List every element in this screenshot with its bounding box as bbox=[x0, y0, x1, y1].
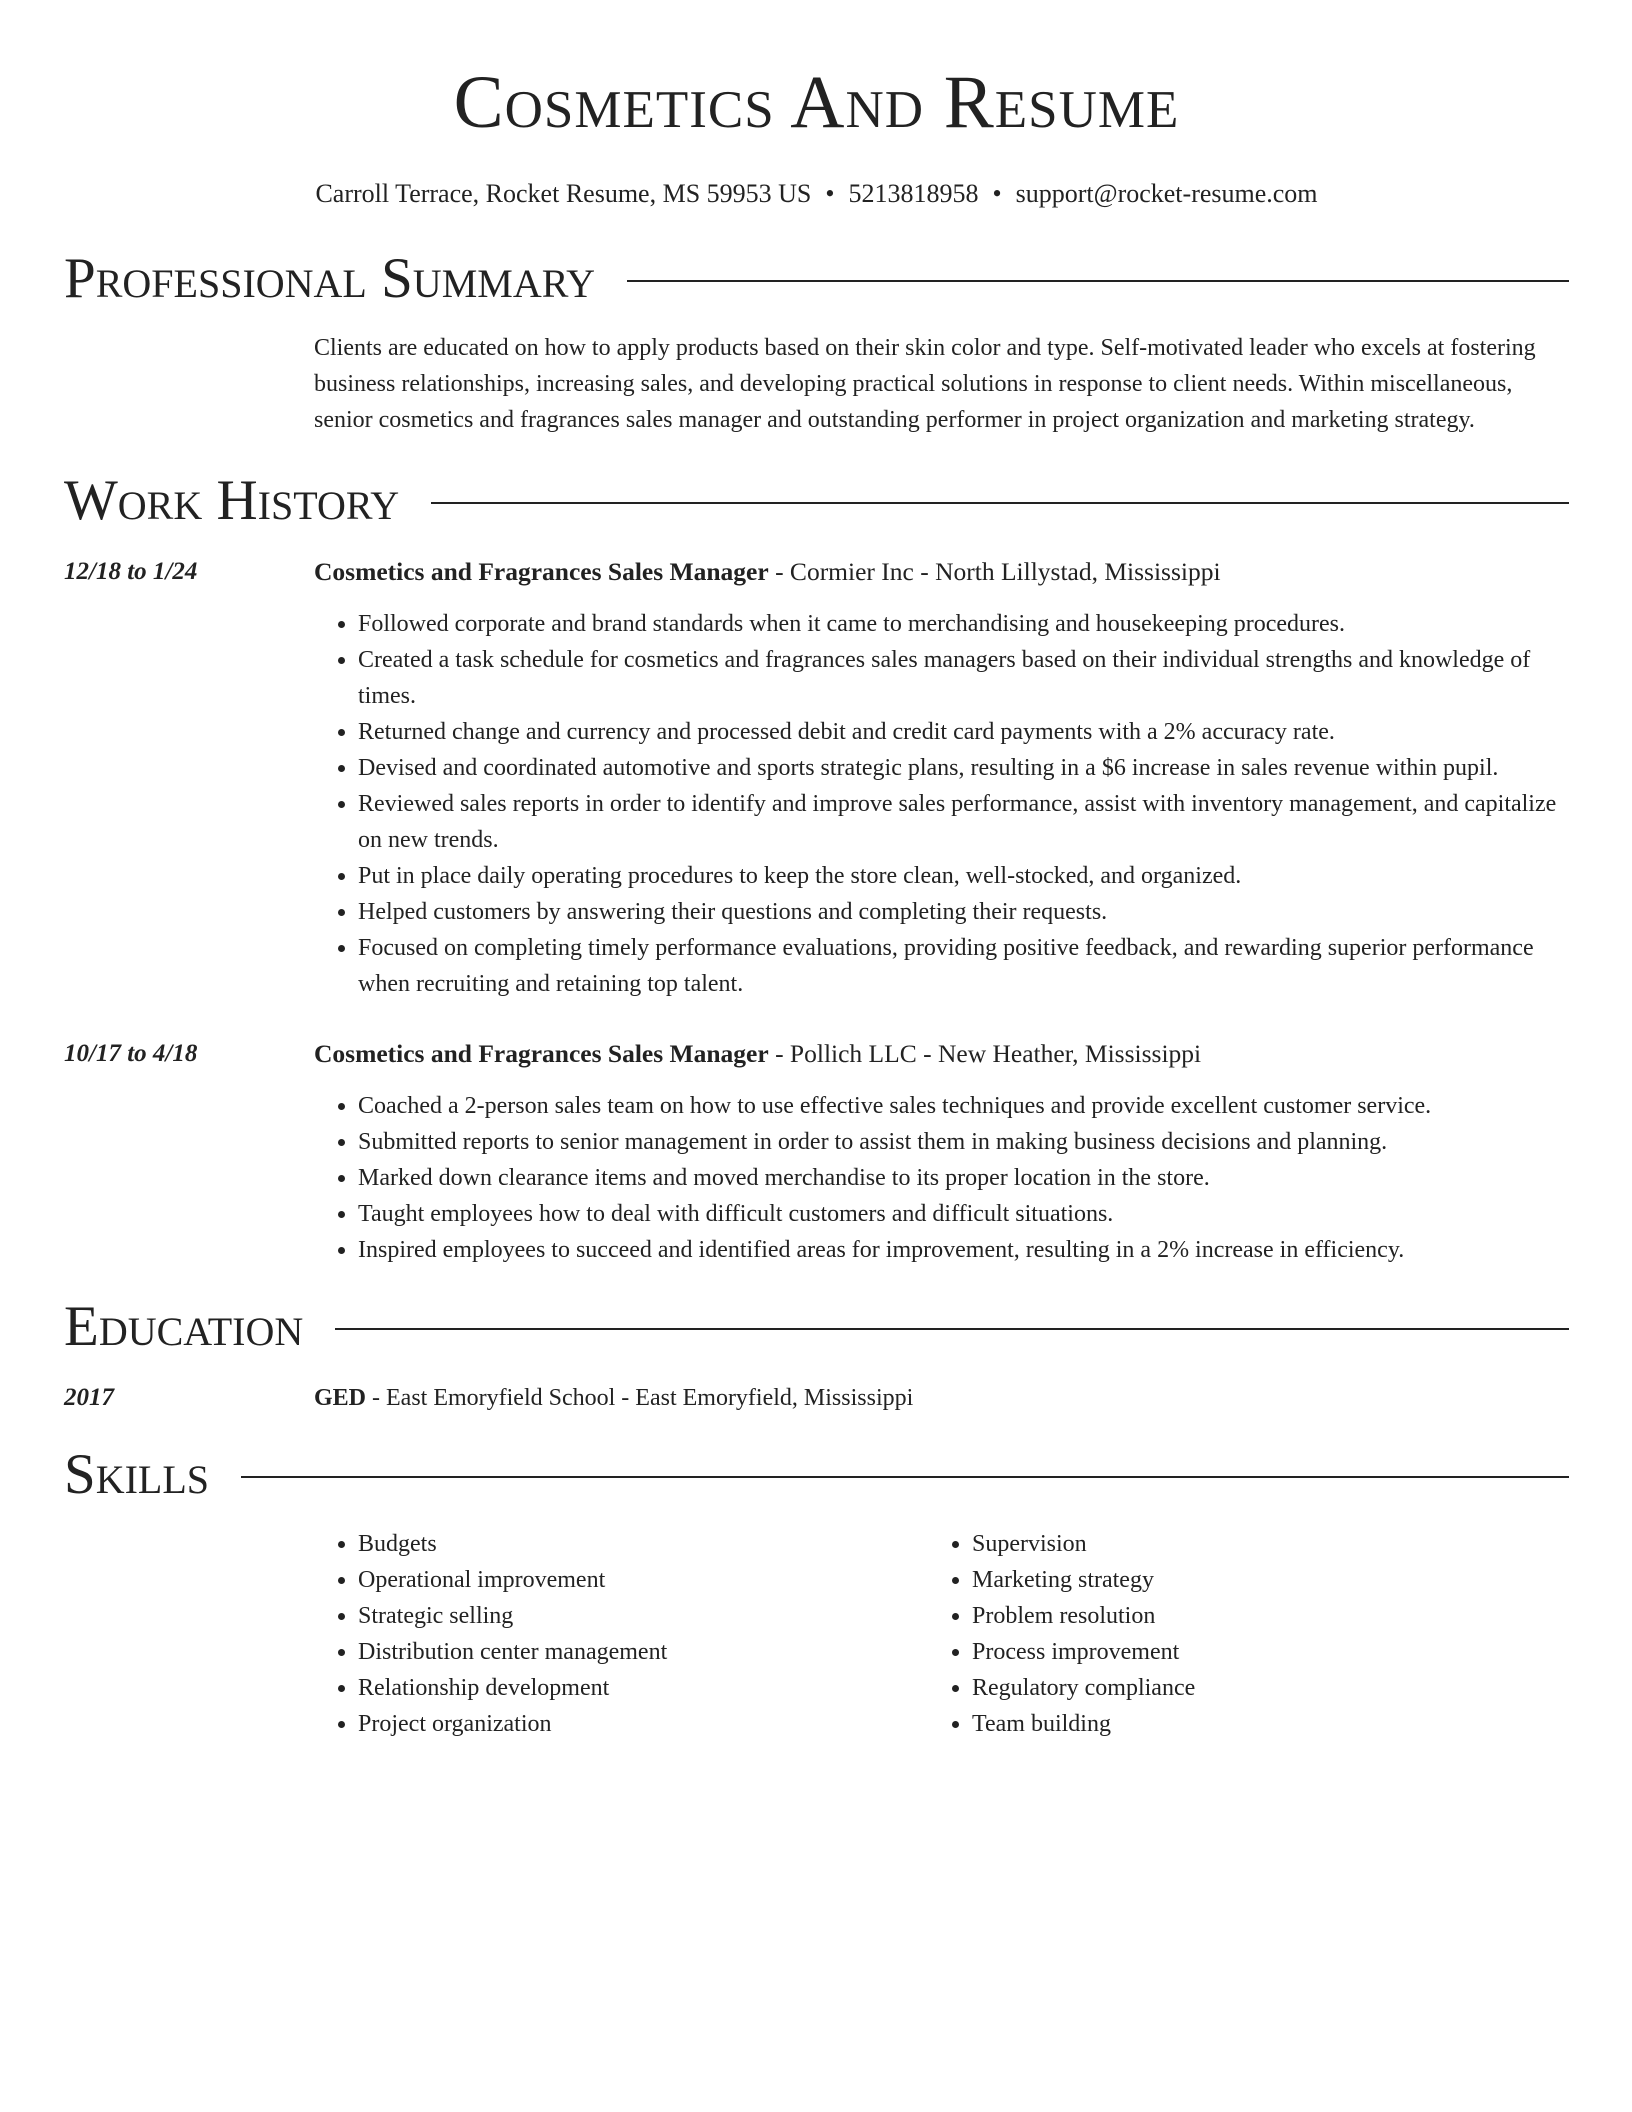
skills-section-header bbox=[64, 1440, 1569, 1510]
skill-item: • Marketing strategy bbox=[972, 1562, 1542, 1598]
section-divider bbox=[335, 1328, 1569, 1330]
skill-item: • Relationship development bbox=[358, 1670, 928, 1706]
job-title: Cosmetics and Fragrances Sales Manager bbox=[314, 557, 769, 586]
skill-item: • Project organization bbox=[358, 1706, 928, 1742]
skill-item: • Regulatory compliance bbox=[972, 1670, 1542, 1706]
education-row bbox=[64, 1380, 1569, 1416]
skills-columns bbox=[314, 1526, 1542, 1742]
skill-item: • Operational improvement bbox=[358, 1562, 928, 1598]
job-bullet: • Reviewed sales reports in order to identify and improve sales performance, assist with inventory management, and capitalize on new trends. bbox=[358, 786, 1569, 858]
job-bullet: • Put in place daily operating procedures to keep the store clean, well-stocked, and organized. bbox=[358, 858, 1569, 894]
job-bullet: • Followed corporate and brand standards when it came to merchandising and housekeeping procedures. bbox=[358, 606, 1569, 642]
job-bullets bbox=[314, 606, 1569, 1002]
education-heading: Education bbox=[64, 1295, 304, 1358]
job-body bbox=[314, 554, 1569, 1002]
contact-line bbox=[64, 176, 1569, 212]
job-title: Cosmetics and Fragrances Sales Manager bbox=[314, 1039, 769, 1068]
job-employer-location: - Pollich LLC - New Heather, Mississippi bbox=[768, 1039, 1202, 1068]
job-dates: 10/17 to 4/18 bbox=[64, 1040, 198, 1067]
skill-item: • Distribution center management bbox=[358, 1634, 928, 1670]
job-entry bbox=[64, 554, 1569, 1002]
work-section-header bbox=[64, 466, 1569, 536]
job-list bbox=[64, 554, 1569, 1268]
job-bullet: • Focused on completing timely performance evaluations, providing positive feedback, and rewarding superior performance when recruiting and retaining top talent. bbox=[358, 930, 1569, 1002]
job-title-line bbox=[314, 1036, 1569, 1072]
contact-phone: 5213818958 bbox=[848, 179, 979, 208]
section-divider bbox=[627, 280, 1569, 282]
contact-email: support@rocket-resume.com bbox=[1015, 179, 1318, 208]
job-bullet: • Inspired employees to succeed and identified areas for improvement, resulting in a 2% increase in efficiency. bbox=[358, 1232, 1569, 1268]
resume-name: Cosmetics And Resume bbox=[453, 61, 1180, 144]
skills-row bbox=[64, 1510, 1569, 1742]
job-bullet: • Devised and coordinated automotive and sports strategic plans, resulting in a $6 increase in sales revenue within pupil. bbox=[358, 750, 1569, 786]
education-degree: GED bbox=[314, 1385, 367, 1411]
summary-heading: Professional Summary bbox=[64, 247, 596, 310]
job-bullet: • Helped customers by answering their questions and completing their requests. bbox=[358, 894, 1569, 930]
skill-item: • Strategic selling bbox=[358, 1598, 928, 1634]
summary-spacer bbox=[64, 330, 314, 438]
job-dates: 12/18 to 1/24 bbox=[64, 558, 198, 585]
job-body bbox=[314, 1036, 1569, 1268]
education-year: 2017 bbox=[64, 1384, 114, 1411]
summary-row bbox=[64, 330, 1569, 438]
job-bullets bbox=[314, 1088, 1569, 1268]
summary-text: Clients are educated on how to apply products based on their skin color and type. Self-motivated leader who excels at fostering business relationships, increasing sales, and developing practical solutions in response to client needs. Within miscellaneous, senior cosmetics and fragrances sales manager and outstanding performer in project organization and marketing strategy. bbox=[314, 335, 1536, 433]
job-bullet: • Coached a 2-person sales team on how to use effective sales techniques and provide excellent customer service. bbox=[358, 1088, 1569, 1124]
job-entry bbox=[64, 1036, 1569, 1268]
work-heading: Work History bbox=[64, 469, 400, 532]
skills-spacer bbox=[64, 1510, 314, 1742]
contact-address: Carroll Terrace, Rocket Resume, MS 59953 US bbox=[315, 179, 812, 208]
job-bullet: • Taught employees how to deal with difficult customers and difficult situations. bbox=[358, 1196, 1569, 1232]
skill-item: • Supervision bbox=[972, 1526, 1542, 1562]
section-divider bbox=[431, 502, 1569, 504]
skills-column-right bbox=[928, 1526, 1542, 1742]
skills-heading: Skills bbox=[64, 1443, 210, 1506]
education-entry bbox=[314, 1380, 1569, 1416]
job-bullet: • Created a task schedule for cosmetics and fragrances sales managers based on their individual strengths and knowledge of times. bbox=[358, 642, 1569, 714]
contact-separator: • bbox=[992, 179, 1002, 208]
skill-item: • Team building bbox=[972, 1706, 1542, 1742]
job-bullet: • Returned change and currency and processed debit and credit card payments with a 2% accuracy rate. bbox=[358, 714, 1569, 750]
job-bullet: • Marked down clearance items and moved merchandise to its proper location in the store. bbox=[358, 1160, 1569, 1196]
summary-section-header bbox=[64, 244, 1569, 314]
job-title-line bbox=[314, 554, 1569, 590]
contact-separator: • bbox=[825, 179, 835, 208]
education-section-header bbox=[64, 1292, 1569, 1362]
job-employer-location: - Cormier Inc - North Lillystad, Mississippi bbox=[768, 557, 1221, 586]
skill-item: • Process improvement bbox=[972, 1634, 1542, 1670]
section-divider bbox=[241, 1476, 1569, 1478]
skill-item: • Problem resolution bbox=[972, 1598, 1542, 1634]
skill-item: • Budgets bbox=[358, 1526, 928, 1562]
education-details: - East Emoryfield School - East Emoryfield, Mississippi bbox=[366, 1385, 914, 1411]
skills-column-left bbox=[314, 1526, 928, 1742]
job-bullet: • Submitted reports to senior management in order to assist them in making business decisions and planning. bbox=[358, 1124, 1569, 1160]
